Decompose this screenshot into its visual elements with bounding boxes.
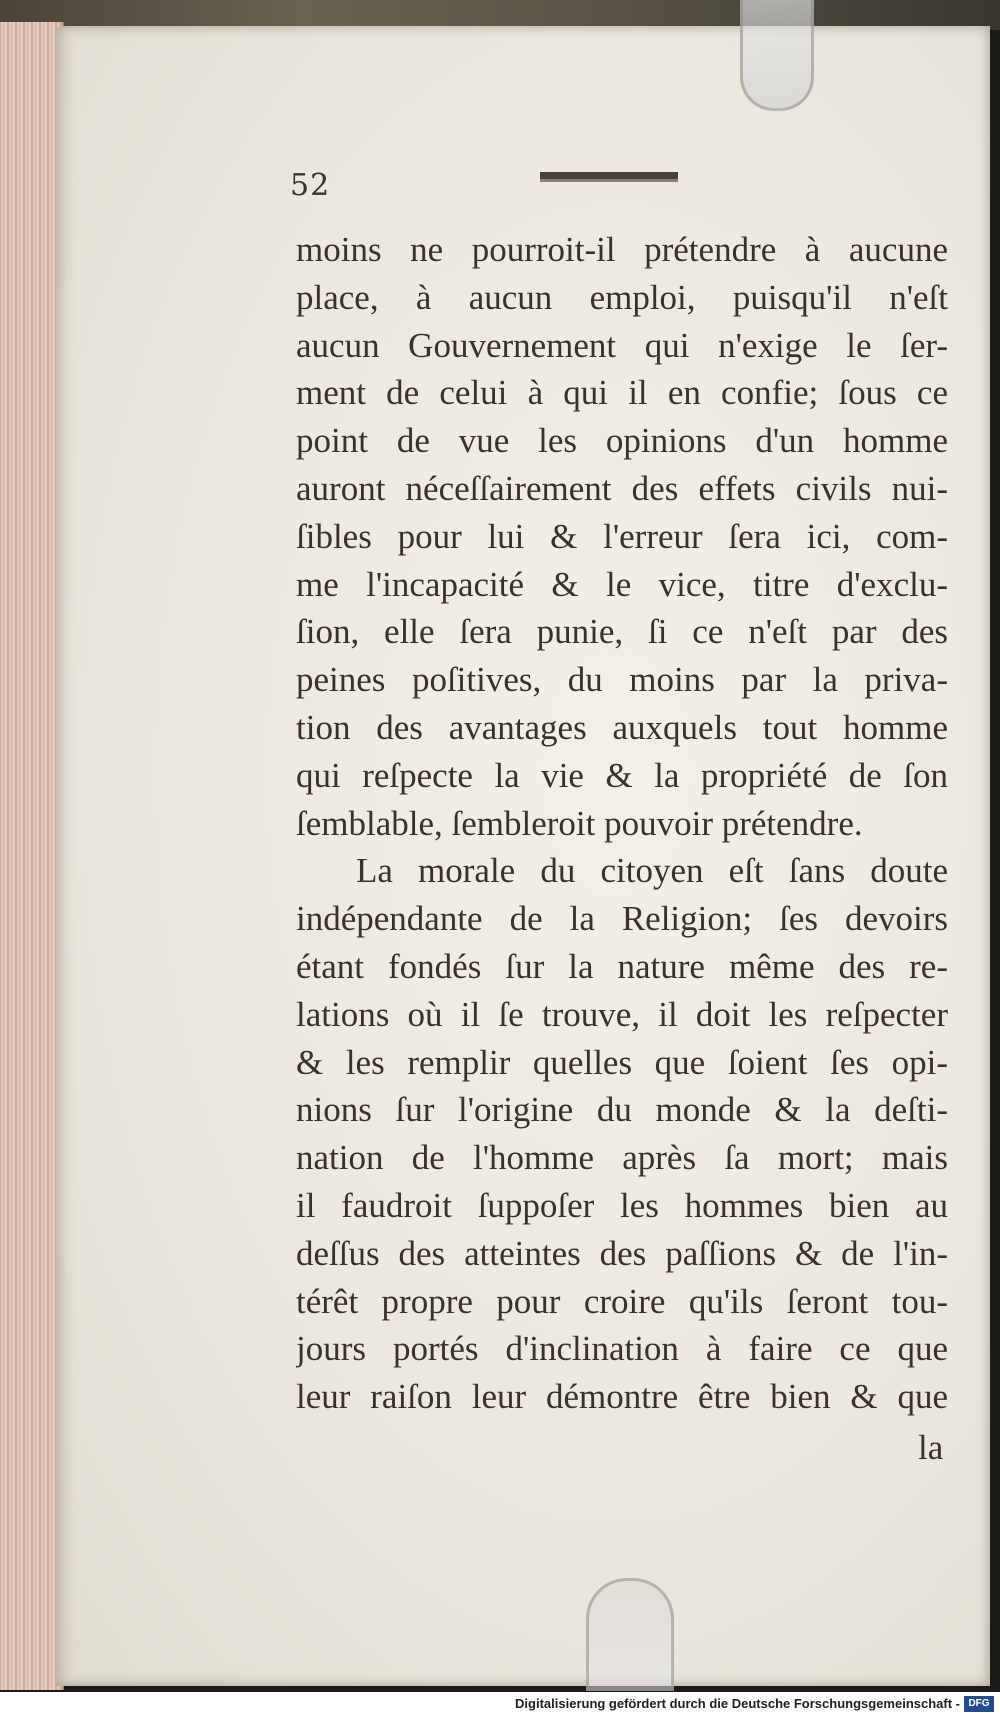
catchword: la bbox=[918, 1428, 944, 1467]
text-line: tion des avantages auxquels tout homme bbox=[296, 707, 948, 747]
text-line: La morale du citoyen eſt ſans doute bbox=[356, 851, 948, 891]
text-line: nation de l'homme après ſa mort; mais bbox=[296, 1138, 948, 1178]
page-clip-top bbox=[740, 0, 814, 111]
text-line: ment de celui à qui il en confie; ſous ce bbox=[296, 373, 948, 413]
text-line: ſibles pour lui & l'erreur ſera ici, com- bbox=[296, 516, 948, 556]
text-line: nions ſur l'origine du monde & la deſti- bbox=[296, 1090, 948, 1130]
text-line: térêt propre pour croire qu'ils ſeront tou- bbox=[296, 1281, 948, 1321]
text-line: jours portés d'inclination à faire ce que bbox=[296, 1329, 948, 1369]
text-line: il faudroit ſuppoſer les hommes bien au bbox=[296, 1185, 948, 1225]
text-line: me l'incapacité & le vice, titre d'exclu- bbox=[296, 564, 948, 604]
text-line: aucun Gouvernement qui n'exige le ſer- bbox=[296, 325, 948, 365]
text-line: ſion, elle ſera punie, ſi ce n'eſt par des bbox=[296, 612, 948, 652]
page-number: 52 bbox=[290, 168, 331, 203]
text-line: place, à aucun emploi, puisqu'il n'eſt bbox=[296, 277, 948, 317]
text-line: point de vue les opinions d'un homme bbox=[296, 421, 948, 461]
text-line: leur raiſon leur démontre être bien & que bbox=[296, 1377, 948, 1417]
text-line: étant fondés ſur la nature même des re- bbox=[296, 946, 948, 986]
text-line: indépendante de la Religion; ſes devoirs bbox=[296, 899, 948, 939]
dfg-logo: DFG bbox=[964, 1696, 994, 1712]
text-line: & les remplir quelles que ſoient ſes opi- bbox=[296, 1042, 948, 1082]
attribution-text: Digitalisierung gefördert durch die Deutsche Forschungsgemeinschaft - bbox=[515, 1696, 960, 1711]
page-edges bbox=[0, 22, 64, 1690]
text-line: deſſus des atteintes des paſſions & de l'in- bbox=[296, 1233, 948, 1273]
page-clip-bottom bbox=[586, 1578, 674, 1691]
text-line: lations où il ſe trouve, il doit les reſpecter bbox=[296, 994, 948, 1034]
attribution-banner bbox=[0, 1692, 1000, 1718]
text-line: moins ne pourroit-il prétendre à aucune bbox=[296, 230, 948, 269]
header-ornament-rule bbox=[540, 172, 678, 179]
text-line: qui reſpecte la vie & la propriété de ſon bbox=[296, 755, 948, 795]
text-line: peines poſitives, du moins par la priva- bbox=[296, 660, 948, 700]
text-line: ſemblable, ſembleroit pouvoir prétendre. bbox=[296, 803, 863, 843]
text-line: auront néceſſairement des effets civils nui- bbox=[296, 468, 948, 508]
body-text bbox=[296, 226, 948, 1421]
